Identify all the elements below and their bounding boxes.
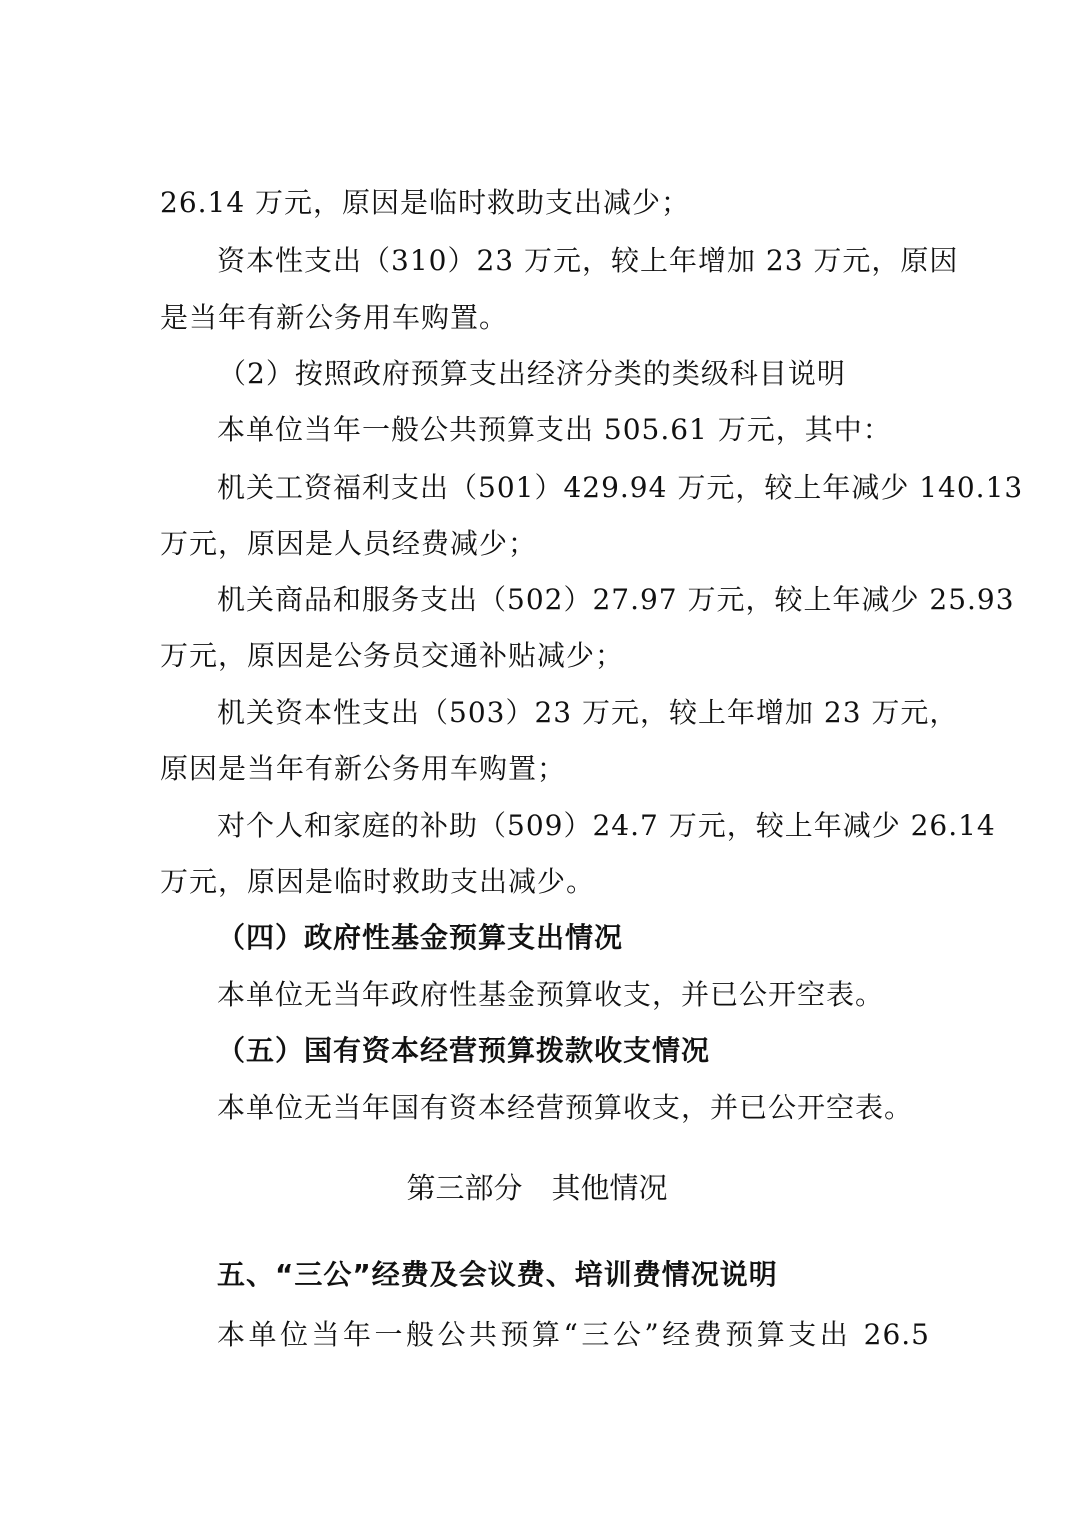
part-title: 第三部分 其他情况 xyxy=(406,1171,668,1205)
subheading: （2）按照政府预算支出经济分类的类级科目说明 xyxy=(218,357,846,390)
section-heading: （四）政府性基金预算支出情况 xyxy=(217,921,624,954)
paragraph-line: 万元，原因是公务员交通补贴减少； xyxy=(160,639,625,672)
section-heading: （五）国有资本经营预算拨款收支情况 xyxy=(217,1034,711,1067)
paragraph-line: 本单位当年一般公共预算支出 505.61 万元，其中： xyxy=(217,413,892,446)
paragraph-line: 机关工资福利支出（501）429.94 万元，较上年减少 140.13 xyxy=(217,471,1024,504)
paragraph-line: 本单位当年一般公共预算“三公”经费预算支出 26.5 xyxy=(217,1318,930,1351)
paragraph-line: 本单位无当年国有资本经营预算收支，并已公开空表。 xyxy=(217,1091,914,1124)
paragraph-line: 资本性支出（310）23 万元，较上年增加 23 万元，原因 xyxy=(217,244,959,277)
paragraph-line: 万元，原因是人员经费减少； xyxy=(160,527,538,560)
paragraph-line: 原因是当年有新公务用车购置； xyxy=(160,752,567,785)
paragraph-line: 万元，原因是临时救助支出减少。 xyxy=(160,865,596,898)
paragraph-line: 对个人和家庭的补助（509）24.7 万元，较上年减少 26.14 xyxy=(217,809,996,842)
paragraph-line: 是当年有新公务用车购置。 xyxy=(160,301,509,334)
paragraph-line: 机关商品和服务支出（502）27.97 万元，较上年减少 25.93 xyxy=(217,583,1015,616)
paragraph-line: 本单位无当年政府性基金预算收支，并已公开空表。 xyxy=(217,978,885,1011)
section-heading: 五、“三公”经费及会议费、培训费情况说明 xyxy=(217,1258,778,1291)
paragraph-line: 机关资本性支出（503）23 万元，较上年增加 23 万元， xyxy=(217,696,959,729)
paragraph-line: 26.14 万元，原因是临时救助支出减少； xyxy=(160,186,691,219)
